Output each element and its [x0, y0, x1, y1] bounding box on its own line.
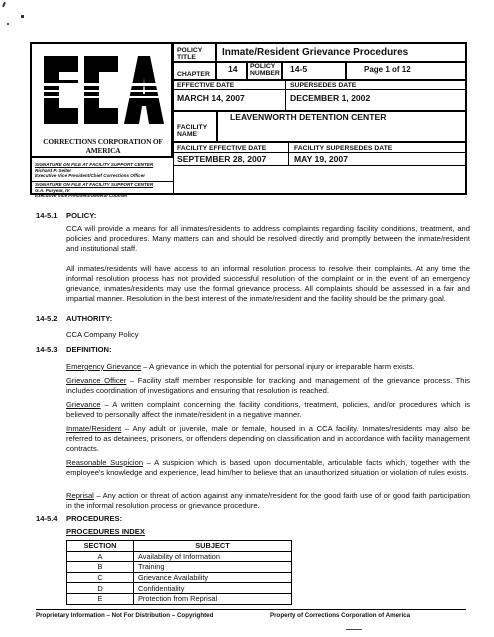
definition-text: – A written complaint concerning the facility conditions, treatment, policies, and/or procedures which is believed to personally affect the inmate/resident in a negative manner.	[66, 400, 470, 419]
chapter-label: CHAPTER	[177, 71, 210, 78]
defined-term: Grievance	[66, 400, 101, 409]
table-row	[67, 593, 292, 604]
divider	[173, 79, 467, 81]
policy-title-label: POLICY TITLE	[177, 47, 203, 61]
signature-block-1	[35, 162, 153, 179]
subject-cell: Grievance Availability	[134, 572, 292, 583]
facility-supersedes-date: MAY 19, 2007	[294, 154, 348, 164]
definition-text: – A suspicion which is based upon documentable, articulable facts which, together with the employee's knowledge and experience, lead him/her to believe that an unauthorized situation or violation of rules exists.	[66, 458, 470, 477]
policy-header-table	[30, 42, 467, 199]
signer-title: Executive Vice President/General Counsel	[35, 193, 127, 199]
section-title: PROCEDURES:	[66, 514, 123, 523]
divider	[288, 141, 289, 165]
scan-mark	[7, 23, 9, 25]
chapter-number: 14	[228, 64, 238, 74]
policy-number-label: POLICY NUMBER	[250, 63, 280, 77]
section-cell: D	[67, 583, 134, 594]
divider	[173, 165, 467, 166]
definition-grievance	[66, 400, 470, 420]
divider	[215, 44, 217, 61]
signer-name: G.A. Puryear, IV	[35, 187, 70, 193]
section-number: 14-5.2	[36, 314, 58, 323]
section-title: POLICY:	[66, 211, 97, 220]
page-count: Page 1 of 12	[364, 65, 411, 74]
definition-reprisal	[66, 491, 470, 511]
signature-block-2	[35, 182, 153, 199]
policy-paragraph-1: CCA will provide a means for all inmates/residents to address complaints regarding facility conditions, treatment, and policies and procedures. Many matters can and should be resolved directly and promptly between the inmate/resident and institutional staff.	[66, 224, 470, 253]
defined-term: Reprisal	[66, 491, 94, 500]
facility-name-label: FACILITY NAME	[177, 124, 208, 138]
definition-text: – Any adult or juvenile, male or female, housed in a CCA facility. Inmates/residents may also be referred to as detainees, prisoners, or offenders depending on classification and in accordance with facility management contracts.	[66, 424, 470, 453]
cca-logo	[42, 50, 164, 130]
subject-cell: Availability of Information	[134, 551, 292, 562]
procedures-index-title: PROCEDURES INDEX	[66, 527, 145, 536]
footer-rule	[36, 609, 466, 610]
logo-cell	[32, 44, 173, 158]
signature-on-file: SIGNATURE ON FILE AT FACILITY SUPPORT CENTER	[35, 182, 154, 187]
definition-text: – Any action or threat of action against any inmate/resident for the good faith use of or good faith participation in the informal resolution process or grievance procedure.	[66, 491, 470, 510]
divider	[246, 61, 248, 79]
signature-on-file: SIGNATURE ON FILE AT FACILITY SUPPORT CENTER	[35, 162, 154, 167]
policy-paragraph-2: All inmates/residents will have access to an informal resolution process to resolve their complaints. At any time the informal resolution process has not provided successful resolution of the complaint or in the event of an emergency grievance, inmates/residents may use the formal grievance process. All complaints should be assessed in a fair and impartial manner. Resolution in the best interest of the inmate/resident and the facility should be the primary goal.	[66, 264, 470, 303]
divider	[173, 152, 467, 153]
table-row	[67, 572, 292, 583]
section-title: AUTHORITY:	[66, 314, 113, 323]
defined-term: Grievance Officer	[66, 376, 127, 385]
section-cell: A	[67, 551, 134, 562]
subject-cell: Confidentiality	[134, 583, 292, 594]
scan-mark	[2, 2, 6, 7]
signer-title: Executive Vice President/Chief Corrections Officer	[35, 173, 146, 179]
table-header-row	[67, 541, 292, 552]
policy-number: 14-5	[290, 64, 308, 74]
divider	[173, 141, 467, 143]
section-cell: B	[67, 562, 134, 573]
table-row	[67, 583, 292, 594]
section-cell: E	[67, 593, 134, 604]
divider	[216, 110, 218, 141]
table-row	[67, 562, 292, 573]
defined-term: Emergency Grievance	[66, 362, 142, 371]
facility-effective-label: FACILITY EFFECTIVE DATE	[177, 145, 267, 152]
section-heading-policy	[36, 211, 96, 220]
definition-text: – Facility staff member responsible for tracking and management of the grievance process. This includes coordination of investigations and ensuring that resolution is reached.	[66, 376, 470, 395]
procedures-index-table	[66, 540, 292, 605]
facility-name: LEAVENWORTH DETENTION CENTER	[230, 112, 387, 122]
supersedes-date-label: SUPERSEDES DATE	[290, 82, 357, 89]
divider	[345, 61, 347, 79]
section-heading-authority	[36, 314, 112, 323]
signer-name: Richard P. Seiter	[35, 167, 72, 173]
divider	[285, 79, 286, 110]
definition-text: – A grievance in which the potential for personal injury or irreparable harm exists.	[141, 362, 415, 371]
defined-term: Inmate/Resident	[66, 424, 122, 433]
footer-proprietary: Proprietary Information – Not For Distribution – Copyrighted	[36, 612, 214, 619]
section-title: DEFINITION:	[66, 345, 112, 354]
supersedes-date: DECEMBER 1, 2002	[290, 93, 371, 103]
facility-effective-date: SEPTEMBER 28, 2007	[177, 154, 267, 164]
definition-reasonable-suspicion	[66, 458, 470, 478]
footer-property: Property of Corrections Corporation of America	[270, 612, 411, 619]
subject-cell: Protection from Reprisal	[134, 593, 292, 604]
subject-cell: Training	[134, 562, 292, 573]
scan-mark	[21, 15, 24, 18]
section-heading-procedures	[36, 514, 122, 523]
section-heading-definition	[36, 345, 112, 354]
policy-title: Inmate/Resident Grievance Procedures	[222, 47, 409, 58]
section-number: 14-5.4	[36, 514, 58, 523]
logo-company-name: CORRECTIONS CORPORATION OF AMERICA	[43, 137, 163, 155]
column-header-section: SECTION	[67, 541, 134, 552]
divider	[281, 61, 283, 79]
divider	[173, 89, 467, 90]
definition-inmate-resident	[66, 424, 470, 454]
divider	[173, 44, 174, 195]
definition-emergency-grievance	[66, 362, 470, 372]
definition-grievance-officer	[66, 376, 470, 396]
defined-term: Reasonable Suspicion	[66, 458, 144, 467]
divider	[215, 61, 217, 79]
table-row	[67, 551, 292, 562]
effective-date: MARCH 14, 2007	[177, 93, 245, 103]
authority-text: CCA Company Policy	[66, 330, 139, 339]
column-header-subject: SUBJECT	[134, 541, 292, 552]
facility-supersedes-label: FACILITY SUPERSEDES DATE	[294, 145, 393, 152]
effective-date-label: EFFECTIVE DATE	[177, 82, 235, 89]
divider	[173, 61, 467, 63]
section-number: 14-5.3	[36, 345, 58, 354]
scan-mark	[346, 629, 362, 630]
section-cell: C	[67, 572, 134, 583]
section-number: 14-5.1	[36, 211, 58, 220]
